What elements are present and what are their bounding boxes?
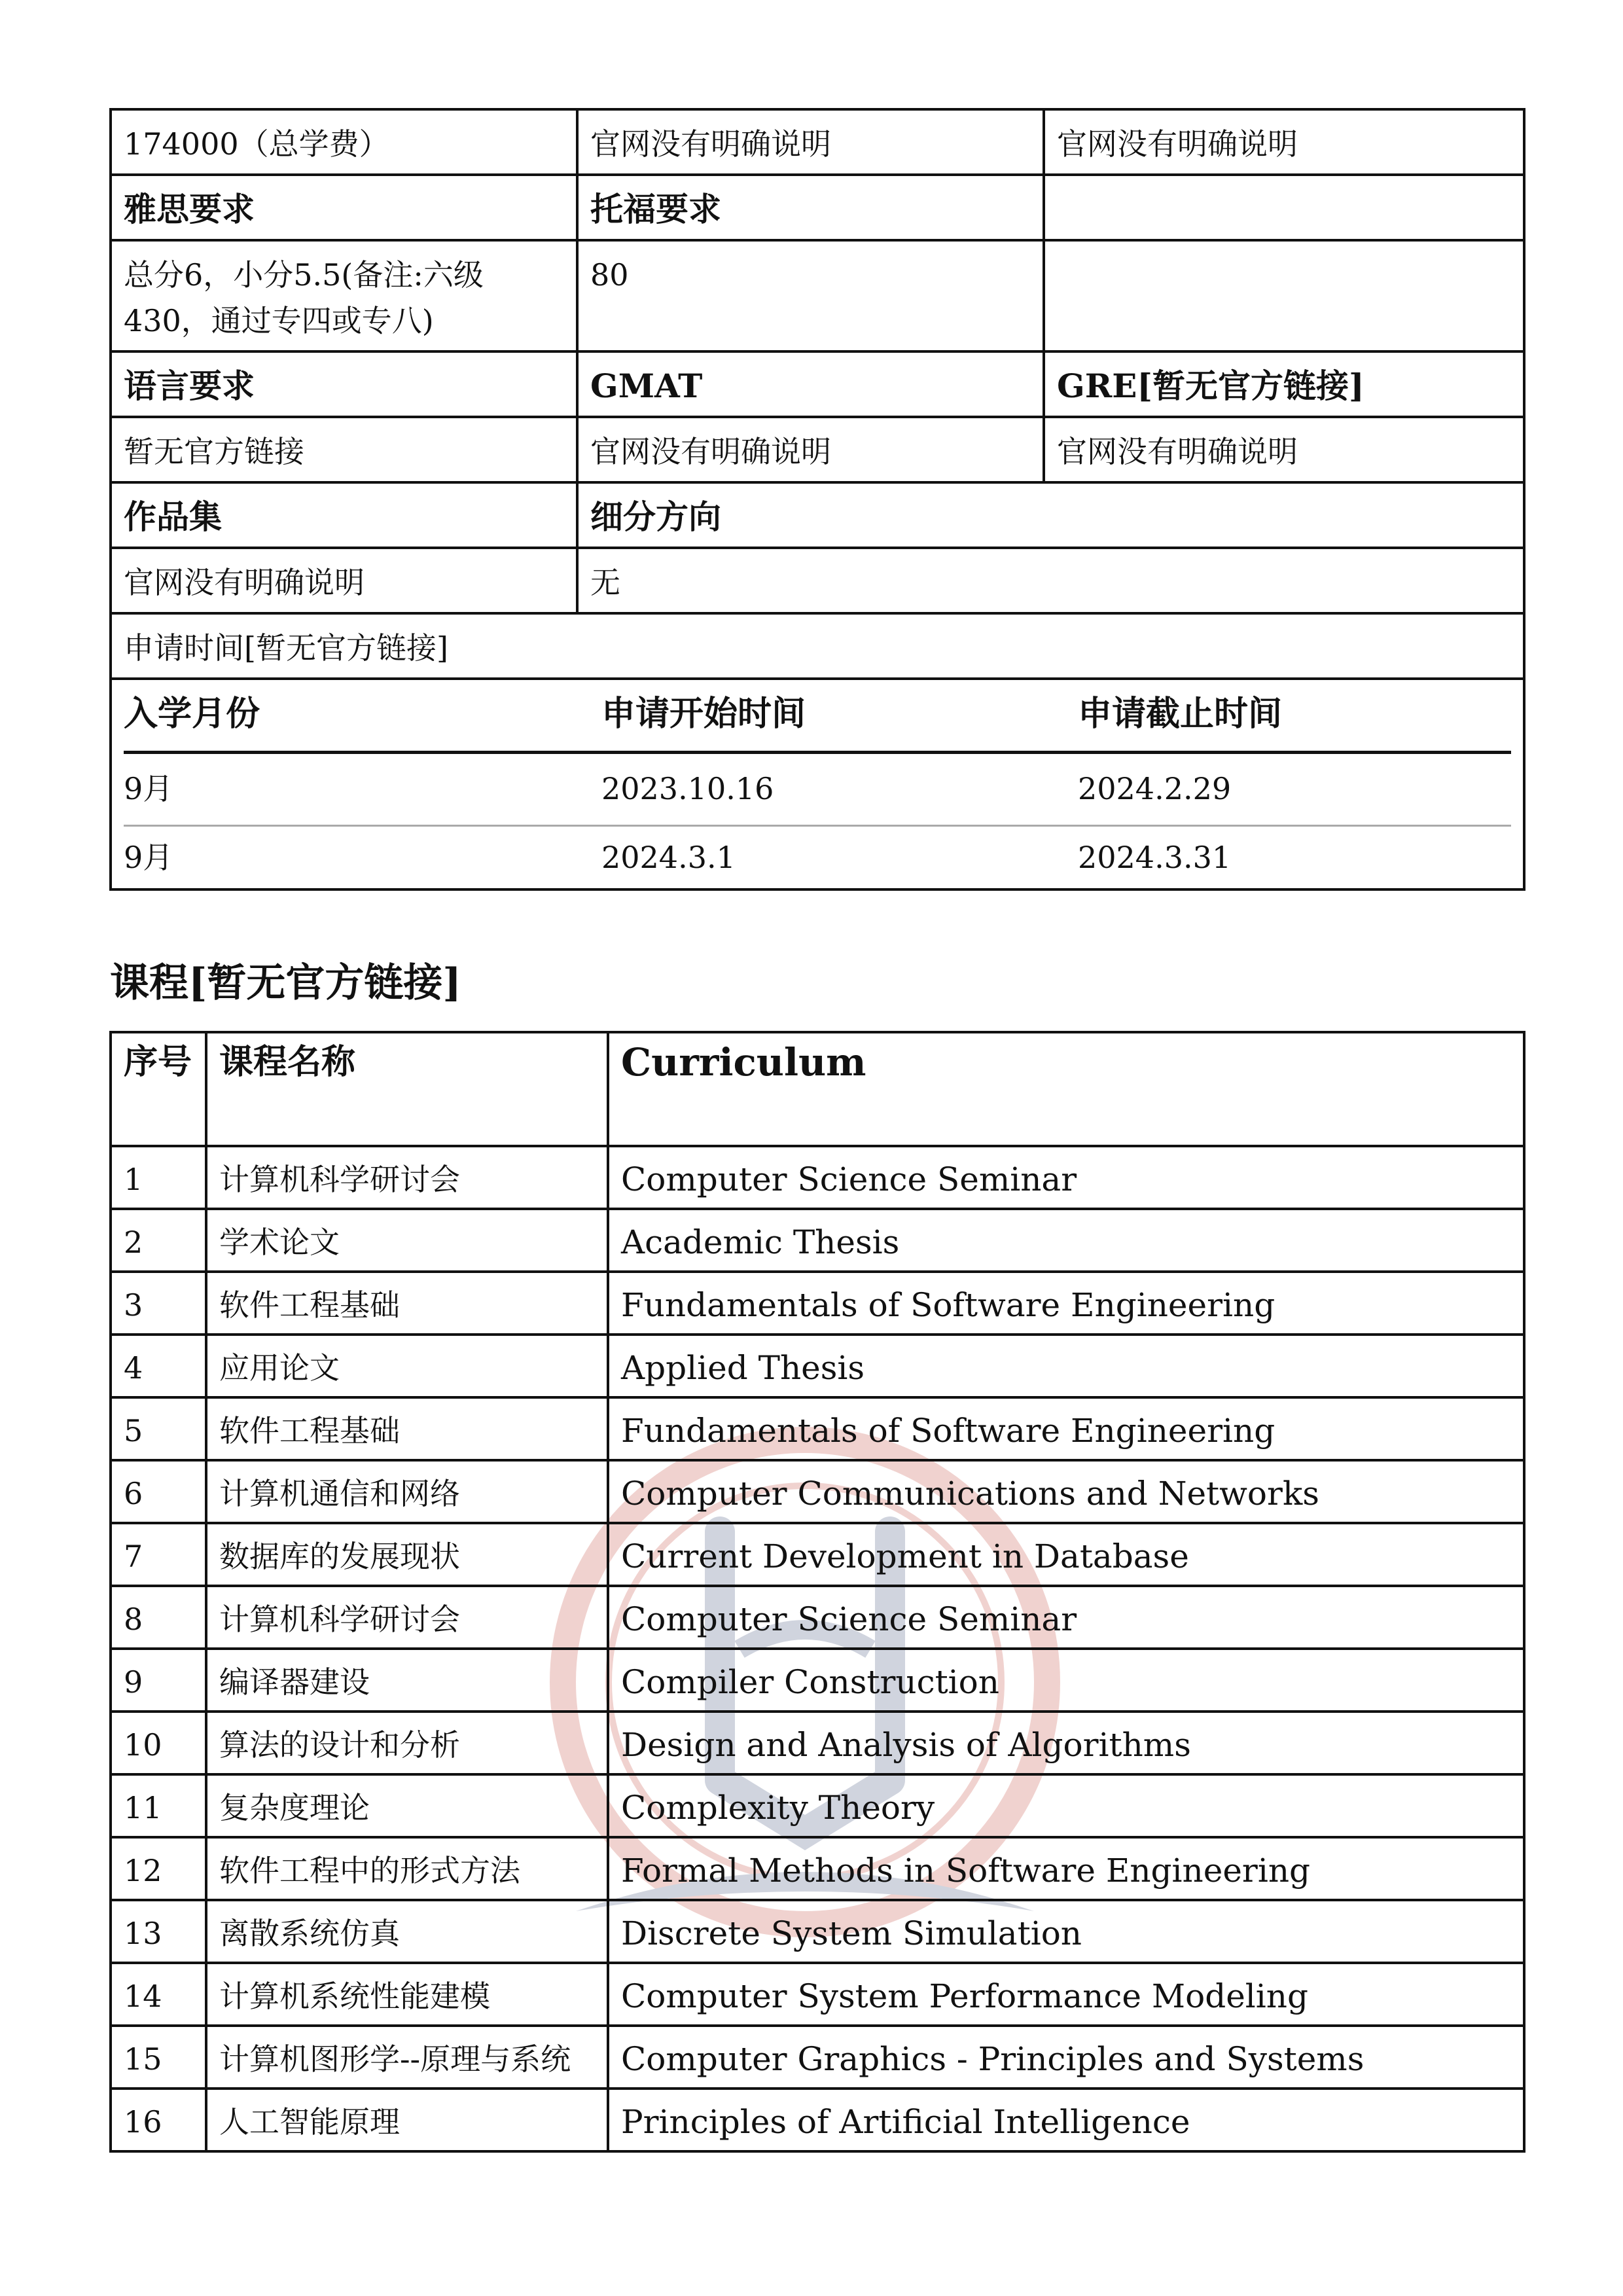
table-row [111,1460,1524,1523]
portfolio-value-row [111,548,1524,613]
course-name-zh: 应用论文 [206,1335,608,1397]
curriculum-body [111,1146,1524,2151]
schedule-header-deadline: 申请截止时间 [1078,691,1511,754]
table-row [111,1397,1524,1460]
table-row [111,1649,1524,1712]
portfolio-label: 作品集 [111,482,577,548]
course-name-en: Complexity Theory [608,1774,1524,1837]
schedule-header-start: 申请开始时间 [601,691,1078,754]
course-index: 9 [111,1649,206,1712]
course-name-en: Principles of Artificial Intelligence [608,2089,1524,2151]
course-index: 14 [111,1963,206,2026]
toefl-value: 80 [577,240,1044,351]
exam-header-row [111,351,1524,417]
table-row [111,1586,1524,1649]
tuition-row [111,109,1524,175]
portfolio-value: 官网没有明确说明 [111,548,577,613]
course-name-en: Academic Thesis [608,1209,1524,1272]
table-row [111,1146,1524,1209]
schedule-deadline: 2024.3.31 [1078,840,1232,875]
course-name-en: Computer Graphics - Principles and Systems [608,2026,1524,2089]
header-index: 序号 [111,1032,206,1146]
course-index: 2 [111,1209,206,1272]
direction-value: 无 [577,548,1524,613]
course-index: 7 [111,1523,206,1586]
toefl-label: 托福要求 [577,175,1044,240]
course-index: 1 [111,1146,206,1209]
portfolio-header-row [111,482,1524,548]
gre-label: GRE[暂无官方链接] [1044,351,1524,417]
course-name-zh: 学术论文 [206,1209,608,1272]
schedule-grid [124,691,1511,883]
table-row [111,2026,1524,2089]
course-name-zh: 软件工程基础 [206,1397,608,1460]
gre-value: 官网没有明确说明 [1044,417,1524,482]
course-name-zh: 计算机通信和网络 [206,1460,608,1523]
table-row [111,2089,1524,2151]
course-name-en: Computer Science Seminar [608,1586,1524,1649]
application-time-row [111,613,1524,679]
header-course-name: 课程名称 [206,1032,608,1146]
ielts-label: 雅思要求 [111,175,577,240]
course-name-en: Computer Science Seminar [608,1146,1524,1209]
course-index: 5 [111,1397,206,1460]
table-row [111,1900,1524,1963]
direction-label: 细分方向 [577,482,1524,548]
schedule-deadline: 2024.2.29 [1078,754,1511,827]
schedule-row [111,679,1524,889]
gmat-label: GMAT [577,351,1044,417]
empty-cell [1044,175,1524,240]
header-curriculum: Curriculum [608,1032,1524,1146]
table-row [111,1272,1524,1335]
gmat-value: 官网没有明确说明 [577,417,1044,482]
course-index: 15 [111,2026,206,2089]
course-name-en: Design and Analysis of Algorithms [608,1712,1524,1774]
table-row [111,1774,1524,1837]
course-name-zh: 算法的设计和分析 [206,1712,608,1774]
course-index: 6 [111,1460,206,1523]
course-name-en: Computer Communications and Networks [608,1460,1524,1523]
table-row [111,1712,1524,1774]
course-name-zh: 编译器建设 [206,1649,608,1712]
course-name-zh: 软件工程中的形式方法 [206,1837,608,1900]
program-info-table [109,108,1525,891]
curriculum-header-row [111,1032,1524,1146]
fee-detail-cell: 官网没有明确说明 [1044,109,1524,175]
course-index: 8 [111,1586,206,1649]
table-row [111,1963,1524,2026]
table-row [111,1837,1524,1900]
tuition-total-cell: 174000（总学费） [111,109,577,175]
course-name-zh: 计算机科学研讨会 [206,1586,608,1649]
course-name-zh: 计算机图形学--原理与系统 [206,2026,608,2089]
course-index: 3 [111,1272,206,1335]
fee-detail-cell: 官网没有明确说明 [577,109,1044,175]
schedule-intake: 9月 [124,840,173,875]
course-name-zh: 数据库的发展现状 [206,1523,608,1586]
course-name-zh: 复杂度理论 [206,1774,608,1837]
application-schedule [111,679,1524,889]
course-name-zh: 计算机科学研讨会 [206,1146,608,1209]
course-index: 12 [111,1837,206,1900]
table-row [111,1335,1524,1397]
table-row [111,1209,1524,1272]
course-index: 13 [111,1900,206,1963]
course-index: 16 [111,2089,206,2151]
course-name-en: Fundamentals of Software Engineering [608,1272,1524,1335]
course-index: 4 [111,1335,206,1397]
ielts-value: 总分6，小分5.5(备注:六级430，通过专四或专八) [111,240,577,351]
course-name-en: Formal Methods in Software Engineering [608,1837,1524,1900]
language-label: 语言要求 [111,351,577,417]
course-name-en: Compiler Construction [608,1649,1524,1712]
schedule-header-intake: 入学月份 [124,691,601,754]
schedule-start: 2023.10.16 [601,754,1078,827]
course-name-zh: 软件工程基础 [206,1272,608,1335]
empty-cell [1044,240,1524,351]
course-index: 11 [111,1774,206,1837]
test-header-row [111,175,1524,240]
course-name-en: Fundamentals of Software Engineering [608,1397,1524,1460]
course-name-en: Applied Thesis [608,1335,1524,1397]
schedule-intake: 9月 [124,754,601,827]
course-name-zh: 离散系统仿真 [206,1900,608,1963]
language-value: 暂无官方链接 [111,417,577,482]
table-row [111,1523,1524,1586]
curriculum-section-title: 课程[暂无官方链接] [110,960,461,1006]
course-name-en: Computer System Performance Modeling [608,1963,1524,2026]
course-index: 10 [111,1712,206,1774]
course-name-zh: 计算机系统性能建模 [206,1963,608,2026]
test-value-row [111,240,1524,351]
application-time-label: 申请时间[暂无官方链接] [111,613,1524,679]
exam-value-row [111,417,1524,482]
course-name-en: Current Development in Database [608,1523,1524,1586]
schedule-start: 2024.3.1 [601,840,736,875]
curriculum-table [109,1031,1525,2153]
course-name-zh: 人工智能原理 [206,2089,608,2151]
course-name-en: Discrete System Simulation [608,1900,1524,1963]
